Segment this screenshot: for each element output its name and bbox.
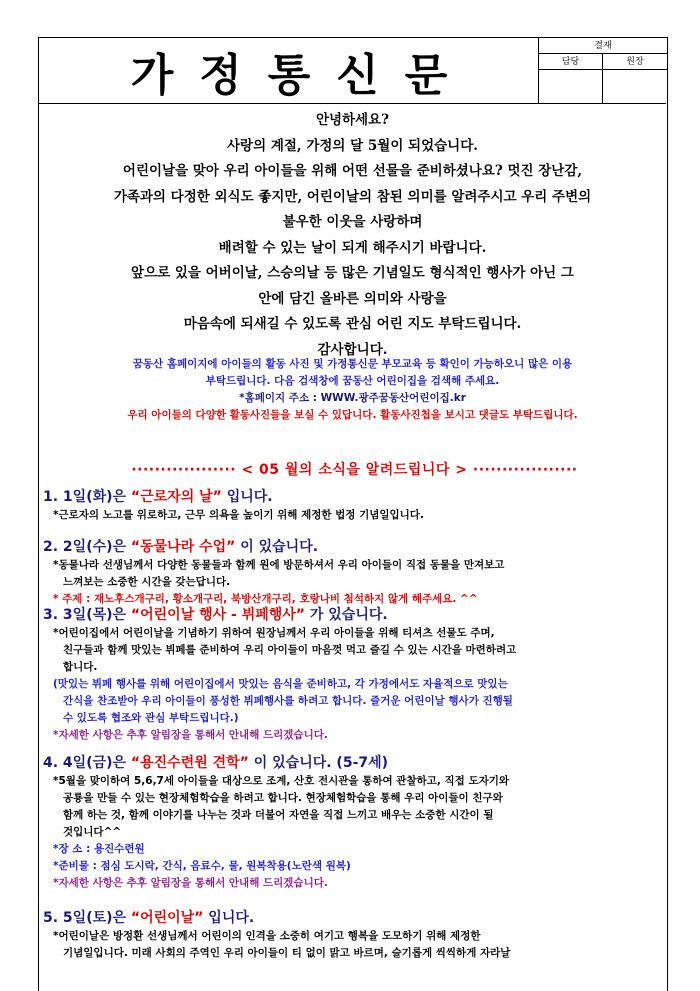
news-item-heading — [43, 486, 273, 506]
greeting-line: 어린이날을 맞아 우리 아이들을 위해 어떤 선물을 준비하셨나요? 멋진 장난감, — [122, 163, 583, 179]
news-item-date: 5. 5일(토)은 — [43, 910, 131, 926]
news-item-detail: 기념일입니다. 미래 사회의 주역인 우리 아이들이 티 없이 맑고 바르며, 슬기롭게 씩씩하게 자라날 — [63, 947, 511, 959]
homepage-address: *홈페이지 주소 : WWW.광주꿈동산어린이집.kr — [239, 392, 466, 404]
approval-col-staff: 담당 — [539, 54, 603, 70]
news-item-detail: *자세한 사항은 추후 알림장을 통해서 안내해 드리겠습니다. — [53, 729, 328, 741]
news-item-suffix: 입니다. — [203, 910, 255, 926]
greeting-line: 가족과의 다정한 외식도 좋지만, 어린이날의 참된 의미를 알려주시고 우리 주변의 — [113, 188, 592, 205]
news-item-detail: *5월을 맞이하여 5,6,7세 아이들을 대상으로 조계, 산호 전시관을 통하여 관찰하고, 직접 도자기와 — [53, 775, 510, 787]
greeting-line: 안녕하세요? — [315, 112, 390, 128]
greeting-line: 마음속에 되새길 수 있도록 관심 어린 지도 부탁드립니다. — [183, 316, 522, 332]
news-item-date: 2. 2일(수)은 — [43, 539, 131, 555]
news-item-suffix: 이 있습니다. (5-7세) — [248, 755, 389, 771]
approval-label: 결재 — [539, 38, 667, 54]
news-item-detail: *준비물 : 점심 도시락, 간식, 음료수, 물, 원복착용(노란색 원복) — [53, 860, 351, 872]
news-item-event: “근로자의 날” — [130, 489, 222, 505]
news-item-detail: 합니다. — [63, 661, 98, 673]
news-item-heading — [43, 604, 388, 624]
news-item-detail: 느껴보는 소중한 시간을 갖는답니다. — [63, 576, 231, 588]
news-item-date: 1. 1일(화)은 — [43, 489, 131, 505]
news-item-detail: *장 소 : 용진수련원 — [53, 843, 145, 855]
news-item-event: “용진수련원 견학” — [130, 755, 249, 771]
news-item-event: “어린이날 행사 - 뷔페행사” — [130, 607, 305, 623]
news-item-suffix: 이 있습니다. — [235, 539, 319, 555]
news-item-detail: *근로자의 노고를 위로하고, 근무 의욕을 높이기 위해 제정한 법정 기념일입니다. — [53, 509, 424, 521]
approval-sign-director — [603, 70, 667, 104]
greeting-line: 감사합니다. — [317, 341, 388, 358]
homepage-notice — [39, 356, 666, 424]
news-item-detail: *어린이날은 방정환 선생님께서 어린이의 인격을 소중히 여기고 행복을 도모하기 위해 제정한 — [53, 930, 481, 942]
news-item-heading — [43, 907, 254, 927]
section-title: ·················· < 05 월의 소식을 알려드립니다 > ·················· — [131, 462, 578, 478]
news-item-detail: 함께 하는 것, 함께 이야기를 나누는 것과 더불어 자연을 직접 느끼고 배우는 소중한 시간이 될 — [63, 809, 494, 821]
news-item-date: 4. 4일(금)은 — [43, 755, 131, 771]
news-item-detail: (맛있는 뷔페 행사를 위해 어린이집에서 맛있는 음식을 준비하고, 각 가정에서도 자율적으로 맛있는 — [53, 678, 508, 690]
greeting-line: 앞으로 있을 어버이날, 스승의날 등 많은 기념일도 형식적인 행사가 아닌 그 — [131, 265, 574, 281]
news-item-detail: *동물나라 선생님께서 다양한 동물들과 함께 원에 방문하셔서 우리 아이들이 직접 동물을 만져보고 — [53, 559, 505, 571]
news-item-detail: * 주제 : 재노후스개구리, 황소개구리, 북방산개구리, 호랑나비 첨석하지 않게 해주세요. ^^ — [53, 593, 478, 605]
news-item-detail: 수 있도록 협조와 관심 부탁드립니다.) — [63, 712, 239, 724]
greeting-line: 사랑의 계절, 가정의 달 5월이 되었습니다. — [227, 137, 478, 154]
approval-box — [538, 38, 666, 104]
greeting-line: 불우한 이웃을 사랑하며 — [282, 214, 423, 230]
greeting-message — [39, 108, 666, 363]
notice-line: 꿈동산 홈페이지에 아이들의 활동 사진 및 가정통신문 부모교육 등 확인이 가능하오니 많은 이용 — [132, 358, 573, 370]
page-title: 가정통신문 — [130, 50, 474, 101]
greeting-line: 배려할 수 있는 날이 되게 해주시기 바랍니다. — [218, 239, 487, 256]
news-item-detail: *어린이집에서 어린이날을 기념하기 위하여 원장님께서 우리 아이들을 위해 티셔츠 선물도 주며, — [53, 627, 495, 639]
newsletter-frame — [38, 37, 668, 991]
news-item-detail: 것입니다^^ — [63, 826, 122, 838]
notice-line: 우리 아이들의 다양한 활동사진들을 보실 수 있답니다. 활동사진첩을 보시고 댓글도 부탁드립니다. — [127, 409, 578, 421]
news-item-detail: 공룡을 만들 수 있는 현장체험학습을 하려고 합니다. 현장체험학습을 통해 우리 아이들이 친구와 — [63, 792, 503, 804]
news-item-suffix: 가 있습니다. — [305, 607, 388, 623]
newsletter-header — [39, 38, 666, 104]
news-item-suffix: 입니다. — [221, 489, 273, 505]
news-item-detail: 친구들과 함께 맛있는 뷔페를 준비하여 우리 아이들이 마음껏 먹고 즐길 수 있는 시간을 마련하려고 — [63, 644, 517, 656]
news-item-event: “어린이날” — [130, 910, 204, 926]
news-item-detail: *자세한 사항은 추후 알림장을 통해서 안내해 드리겠습니다. — [53, 877, 328, 889]
news-item-event: “동물나라 수업” — [130, 539, 236, 555]
notice-line: 부탁드립니다. 다음 검색창에 꿈동산 어린이집을 검색해 주세요. — [205, 375, 500, 387]
news-item-heading — [43, 536, 318, 556]
news-item-heading — [43, 752, 388, 772]
approval-sign-staff — [539, 70, 603, 104]
news-item-detail: 간식을 찬조받아 우리 아이들이 풍성한 뷔페행사를 하려고 합니다. 즐거운 어린이날 행사가 진행될 — [63, 695, 513, 707]
greeting-line: 안에 담긴 올바른 의미와 사랑을 — [258, 290, 447, 307]
news-item-date: 3. 3일(목)은 — [43, 607, 131, 623]
approval-col-director: 원장 — [603, 54, 667, 70]
